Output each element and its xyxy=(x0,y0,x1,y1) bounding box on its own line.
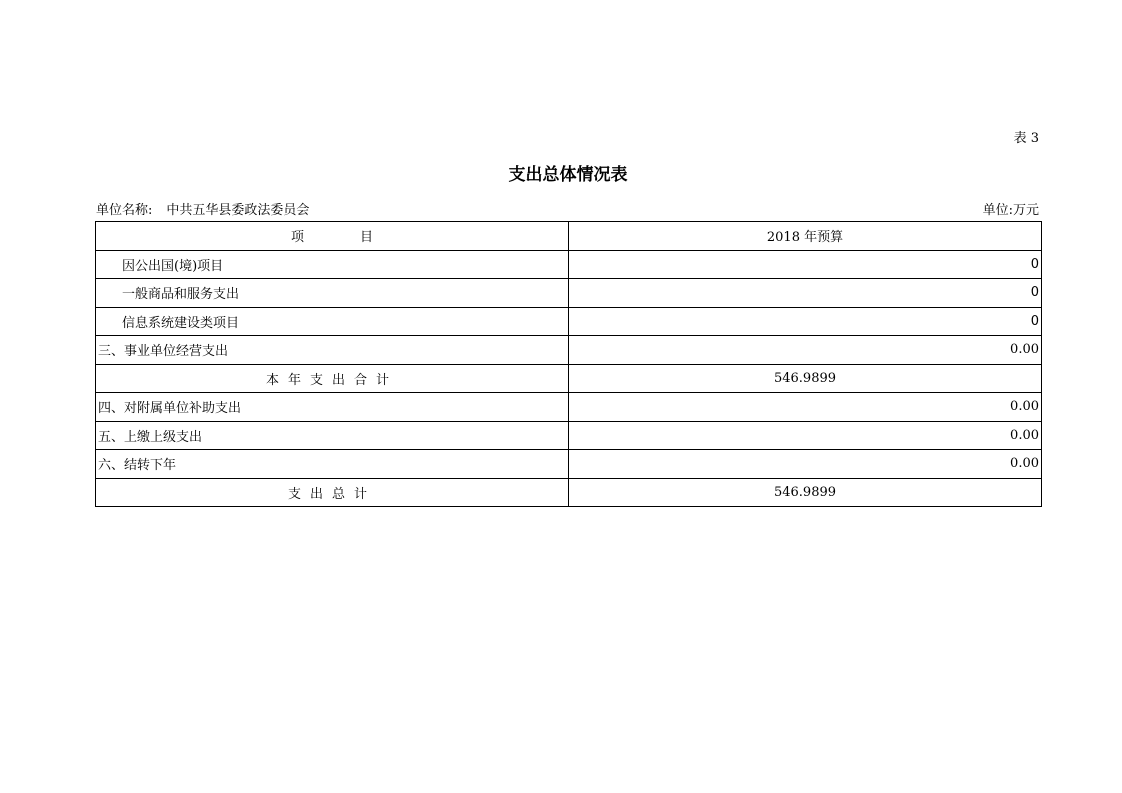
row-label: 五、上缴上级支出 xyxy=(96,421,569,450)
row-label: 信息系统建设类项目 xyxy=(96,307,569,336)
currency-unit: 单位:万元 xyxy=(982,203,1039,218)
header-item: 项 目 xyxy=(96,222,569,251)
row-label: 因公出国(境)项目 xyxy=(96,250,569,279)
expenditure-table xyxy=(95,221,1042,507)
table-row xyxy=(96,279,1042,308)
table-row xyxy=(96,250,1042,279)
subtotal-label: 本年支出合计 xyxy=(96,364,569,393)
table-number: 表 3 xyxy=(1013,131,1039,146)
total-value: 546.9899 xyxy=(569,478,1042,507)
unit-name-line xyxy=(96,199,309,218)
row-value: 0.00 xyxy=(569,450,1042,479)
subtotal-value: 546.9899 xyxy=(569,364,1042,393)
row-value: 0.00 xyxy=(569,393,1042,422)
table-row xyxy=(96,307,1042,336)
subtotal-row xyxy=(96,364,1042,393)
row-label: 四、对附属单位补助支出 xyxy=(96,393,569,422)
row-value: 0 xyxy=(569,250,1042,279)
table-header-row xyxy=(96,222,1042,251)
total-row xyxy=(96,478,1042,507)
row-value: 0 xyxy=(569,279,1042,308)
row-value: 0.00 xyxy=(569,336,1042,365)
header-budget: 2018 年预算 xyxy=(569,222,1042,251)
table-row xyxy=(96,393,1042,422)
row-label: 一般商品和服务支出 xyxy=(96,279,569,308)
table-row xyxy=(96,336,1042,365)
row-label: 六、结转下年 xyxy=(96,450,569,479)
unit-name-label: 单位名称: xyxy=(96,203,153,218)
page-title: 支出总体情况表 xyxy=(508,165,628,185)
row-value: 0.00 xyxy=(569,421,1042,450)
table-row xyxy=(96,450,1042,479)
table-row xyxy=(96,421,1042,450)
unit-name-value: 中共五华县委政法委员会 xyxy=(166,203,310,218)
row-value: 0 xyxy=(569,307,1042,336)
total-label: 支出总计 xyxy=(96,478,569,507)
row-label: 三、事业单位经营支出 xyxy=(96,336,569,365)
